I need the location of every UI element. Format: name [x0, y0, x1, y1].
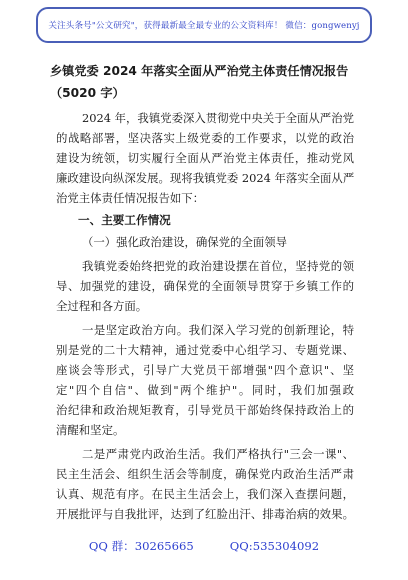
promo-banner [36, 7, 372, 43]
body-line: 廉政建设向纵深发展。现将我镇党委 2024 年落实全面从严 [56, 171, 355, 185]
word-count: （5020 字） [50, 86, 125, 100]
section-heading: 一、主要工作情况 [78, 213, 171, 227]
body-line: 全过程和各方面。 [56, 299, 148, 313]
body-line: 我镇党委始终把党的政治建设摆在首位，坚持党的领 [82, 259, 354, 273]
subsection-heading: （一）强化政治建设，确保党的全面领导 [82, 235, 288, 249]
body-line: 认真、规范有序。在民主生活会上，我们深入查摆问题， [56, 487, 354, 501]
qq-group-text: QQ 群：30265665 [88, 539, 194, 553]
body-line: 定"四个自信"、做到"两个维护"。同时，我们加强政 [56, 383, 354, 397]
body-line: 座谈会等形式，引导广大党员干部增强"四个意识"、坚 [56, 363, 354, 377]
body-line: 一是坚定政治方向。我们深入学习党的创新理论，特 [82, 323, 354, 337]
contact-footer [0, 536, 408, 556]
body-line: 治党主体责任情况报告如下： [56, 191, 205, 205]
body-line: 清醒和坚定。 [56, 423, 125, 437]
body-line: 2024 年，我镇党委深入贯彻党中央关于全面从严治党 [82, 111, 354, 125]
body-line: 别是党的二十大精神，通过党委中心组学习、专题党课、 [56, 343, 354, 357]
body-line: 的战略部署，坚决落实上级党委的工作要求，以党的政治 [56, 131, 354, 145]
body-line: 开展批评与自我批评，达到了红脸出汗、排毒治病的效果。 [56, 507, 354, 521]
document-title: 乡镇党委 2024 年落实全面从严治党主体责任情况报告 [50, 64, 349, 78]
promo-banner-text: 关注头条号"公文研究"，获得最新最全最专业的公文资料库！ 微信：gongwenyj [48, 21, 360, 31]
body-line: 民主生活会、组织生活会等制度，确保党内政治生活严肃 [56, 467, 354, 481]
body-line: 建设为统领，切实履行全面从严治党主体责任，推动党风 [56, 151, 354, 165]
body-line: 二是严肃党内政治生活。我们严格执行"三会一课"、 [82, 447, 354, 461]
qq-text: QQ:535304092 [229, 539, 320, 553]
body-line: 治纪律和政治规矩教育，引导党员干部始终保持政治上的 [56, 403, 354, 417]
body-line: 导、加强党的建设，确保党的全面领导贯穿于乡镇工作的 [56, 279, 354, 293]
